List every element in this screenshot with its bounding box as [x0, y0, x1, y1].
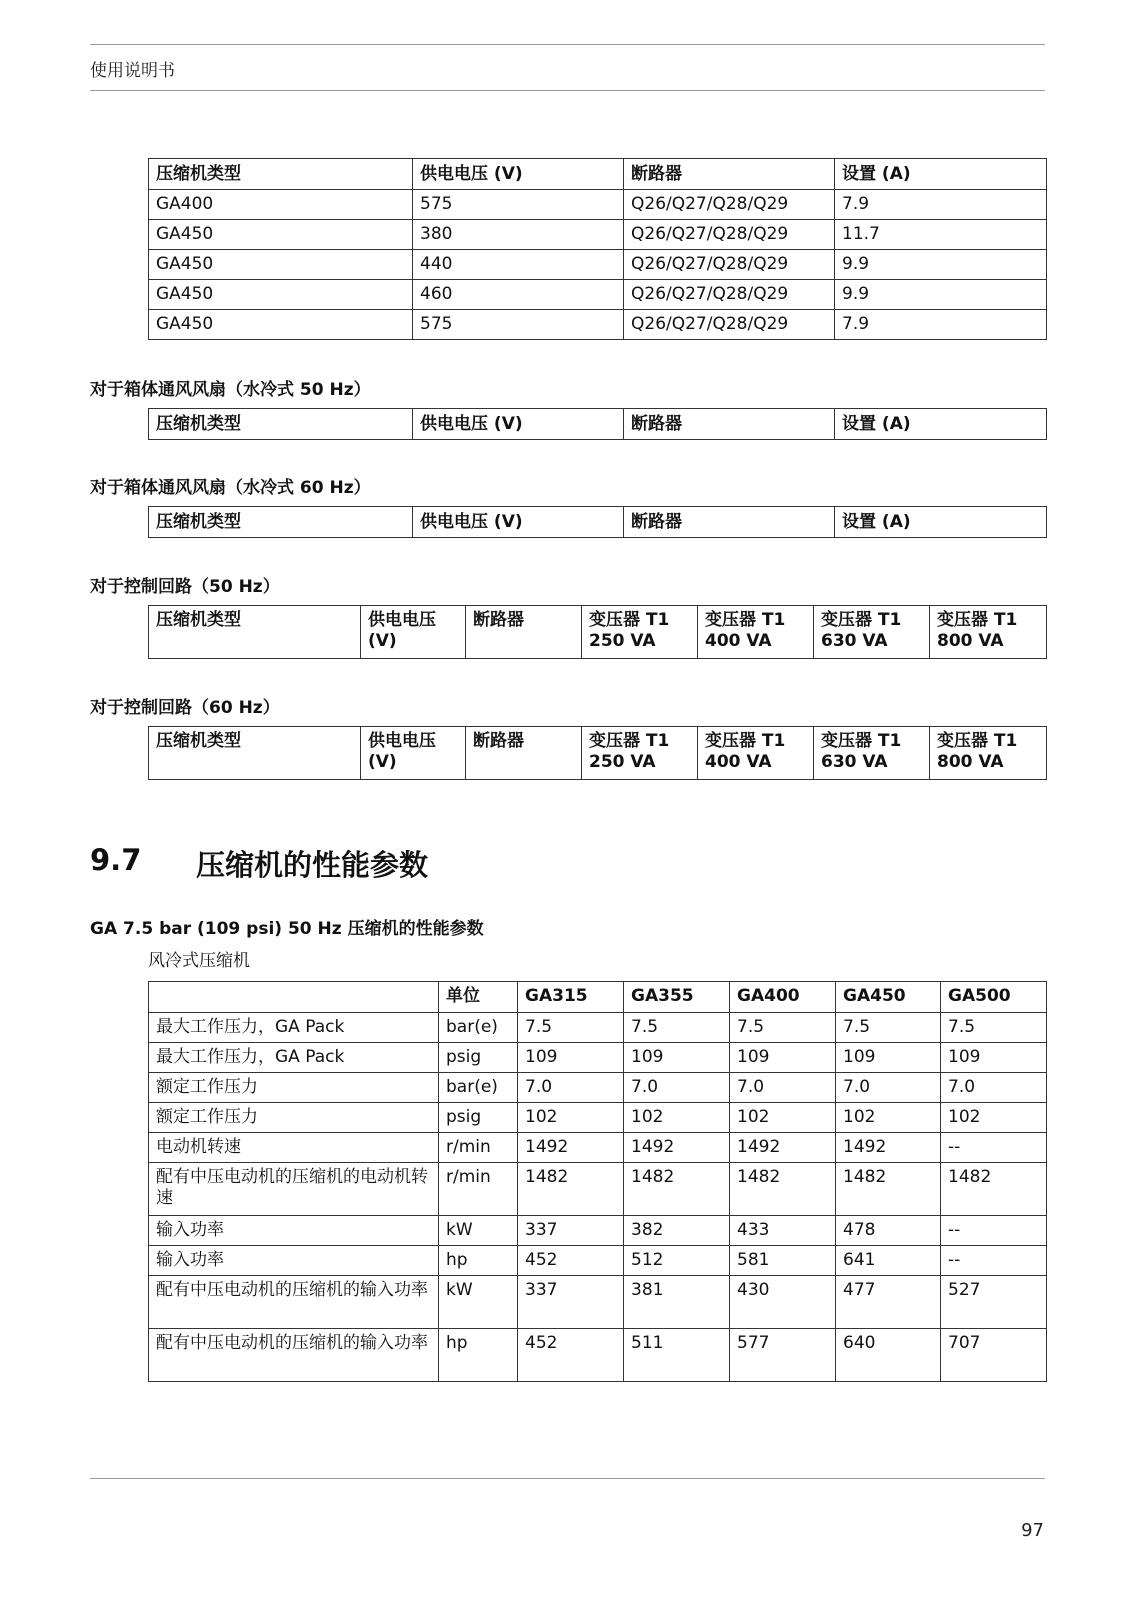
- header-cell: GA315: [518, 982, 624, 1013]
- table-cell: 11.7: [835, 220, 1047, 250]
- table-cell: 641: [836, 1246, 941, 1276]
- cabinet-fan-60hz-heading: 对于箱体通风风扇（水冷式 60 Hz）: [90, 478, 371, 498]
- table-cell: 1492: [518, 1133, 624, 1163]
- header-cell: GA355: [624, 982, 730, 1013]
- header-cell: 断路器: [624, 507, 835, 538]
- table-cell: 452: [518, 1246, 624, 1276]
- table-cell: 460: [413, 280, 624, 310]
- table-row: [149, 1216, 1047, 1246]
- table-cell: 575: [413, 310, 624, 340]
- table-cell: Q26/Q27/Q28/Q29: [624, 280, 835, 310]
- table-cell: 最大工作压力，GA Pack: [149, 1043, 439, 1073]
- header-cell: 断路器: [624, 159, 835, 190]
- table-row: [149, 190, 1047, 220]
- header-cell: 变压器 T1 630 VA: [814, 606, 930, 659]
- table-cell: 337: [518, 1216, 624, 1246]
- table-cell: Q26/Q27/Q28/Q29: [624, 250, 835, 280]
- header-cell: 供电电压 (V): [413, 159, 624, 190]
- table-cell: 额定工作压力: [149, 1073, 439, 1103]
- table-cell: 640: [836, 1329, 941, 1382]
- table-cell: psig: [439, 1103, 518, 1133]
- table-row: [149, 1246, 1047, 1276]
- table-cell: 7.9: [835, 310, 1047, 340]
- table-cell: 9.9: [835, 250, 1047, 280]
- header-cell: GA400: [730, 982, 836, 1013]
- table-cell: 电动机转速: [149, 1133, 439, 1163]
- header-cell: 压缩机类型: [149, 159, 413, 190]
- header-cell: 设置 (A): [835, 159, 1047, 190]
- header-cell: 变压器 T1 250 VA: [582, 727, 698, 780]
- table-cell: 配有中压电动机的压缩机的输入功率: [149, 1329, 439, 1382]
- header-cell: 供电电压 (V): [361, 606, 466, 659]
- header-cell: 供电电压 (V): [413, 409, 624, 440]
- table-cell: 1482: [836, 1163, 941, 1216]
- table-row: [149, 1103, 1047, 1133]
- table-cell: 7.0: [730, 1073, 836, 1103]
- table-cell: r/min: [439, 1133, 518, 1163]
- table-cell: Q26/Q27/Q28/Q29: [624, 190, 835, 220]
- table-cell: 512: [624, 1246, 730, 1276]
- table-cell: GA450: [149, 310, 413, 340]
- control-60hz-table: [148, 726, 1047, 780]
- cabinet-fan-50hz-table: [148, 408, 1047, 440]
- header-cell: 压缩机类型: [149, 606, 361, 659]
- table-cell: GA450: [149, 280, 413, 310]
- table-header-row: [149, 409, 1047, 440]
- table-cell: --: [941, 1133, 1047, 1163]
- table-cell: 433: [730, 1216, 836, 1246]
- header-cell: 设置 (A): [835, 507, 1047, 538]
- table-cell: 452: [518, 1329, 624, 1382]
- table-cell: 109: [941, 1043, 1047, 1073]
- table-cell: 7.5: [730, 1013, 836, 1043]
- table-header-row: [149, 727, 1047, 780]
- control-50hz-heading: 对于控制回路（50 Hz）: [90, 577, 280, 597]
- table-cell: 577: [730, 1329, 836, 1382]
- table-cell: 581: [730, 1246, 836, 1276]
- fan-breaker-table: [148, 158, 1047, 340]
- table-cell: 382: [624, 1216, 730, 1246]
- table-header-row: [149, 159, 1047, 190]
- table-cell: 109: [836, 1043, 941, 1073]
- table-cell: 102: [518, 1103, 624, 1133]
- table-row: [149, 1013, 1047, 1043]
- table-cell: 381: [624, 1276, 730, 1329]
- table-cell: 配有中压电动机的压缩机的输入功率: [149, 1276, 439, 1329]
- table-row: [149, 310, 1047, 340]
- table-cell: 527: [941, 1276, 1047, 1329]
- table-row: [149, 1329, 1047, 1382]
- cabinet-fan-50hz-heading: 对于箱体通风风扇（水冷式 50 Hz）: [90, 380, 371, 400]
- table-cell: --: [941, 1246, 1047, 1276]
- header-cell: 变压器 T1 630 VA: [814, 727, 930, 780]
- table-cell: 7.9: [835, 190, 1047, 220]
- page-number: 97: [1021, 1520, 1044, 1541]
- table-cell: 1492: [836, 1133, 941, 1163]
- table-cell: 额定工作压力: [149, 1103, 439, 1133]
- performance-subtitle: 风冷式压缩机: [148, 951, 250, 971]
- table-row: [149, 1133, 1047, 1163]
- header-cell: 断路器: [466, 606, 582, 659]
- table-row: [149, 1073, 1047, 1103]
- control-50hz-table: [148, 605, 1047, 659]
- table-cell: 511: [624, 1329, 730, 1382]
- table-cell: GA450: [149, 250, 413, 280]
- table-cell: 575: [413, 190, 624, 220]
- table-cell: 707: [941, 1329, 1047, 1382]
- table-cell: 7.5: [836, 1013, 941, 1043]
- table-cell: 109: [518, 1043, 624, 1073]
- table-cell: GA450: [149, 220, 413, 250]
- table-cell: Q26/Q27/Q28/Q29: [624, 220, 835, 250]
- table-cell: 最大工作压力，GA Pack: [149, 1013, 439, 1043]
- table-cell: hp: [439, 1329, 518, 1382]
- table-cell: 配有中压电动机的压缩机的电动机转速: [149, 1163, 439, 1216]
- performance-title: GA 7.5 bar (109 psi) 50 Hz 压缩机的性能参数: [90, 919, 484, 939]
- table-cell: 430: [730, 1276, 836, 1329]
- header-cell: 设置 (A): [835, 409, 1047, 440]
- table-cell: 1492: [730, 1133, 836, 1163]
- table-cell: 7.5: [518, 1013, 624, 1043]
- table-cell: r/min: [439, 1163, 518, 1216]
- document-title: 使用说明书: [90, 61, 175, 81]
- table-cell: 102: [624, 1103, 730, 1133]
- table-cell: 7.0: [941, 1073, 1047, 1103]
- table-row: [149, 220, 1047, 250]
- table-cell: 7.5: [624, 1013, 730, 1043]
- header-cell: GA500: [941, 982, 1047, 1013]
- performance-table: [148, 981, 1047, 1382]
- table-row: [149, 1043, 1047, 1073]
- table-cell: 102: [941, 1103, 1047, 1133]
- table-cell: 440: [413, 250, 624, 280]
- table-cell: 1482: [624, 1163, 730, 1216]
- header-cell: 变压器 T1 250 VA: [582, 606, 698, 659]
- table-cell: 输入功率: [149, 1216, 439, 1246]
- table-cell: --: [941, 1216, 1047, 1246]
- header-cell: 变压器 T1 800 VA: [930, 606, 1047, 659]
- table-cell: 1482: [941, 1163, 1047, 1216]
- header-top-rule: [90, 44, 1045, 45]
- table-cell: 380: [413, 220, 624, 250]
- table-header-row: [149, 982, 1047, 1013]
- header-cell: 变压器 T1 800 VA: [930, 727, 1047, 780]
- footer-rule: [90, 1478, 1045, 1479]
- table-cell: 1492: [624, 1133, 730, 1163]
- table-cell: 109: [730, 1043, 836, 1073]
- header-cell: 变压器 T1 400 VA: [698, 606, 814, 659]
- table-row: [149, 250, 1047, 280]
- table-cell: 7.5: [941, 1013, 1047, 1043]
- table-cell: 477: [836, 1276, 941, 1329]
- table-cell: Q26/Q27/Q28/Q29: [624, 310, 835, 340]
- header-cell: 供电电压 (V): [361, 727, 466, 780]
- section-title: 压缩机的性能参数: [196, 848, 429, 882]
- table-cell: 输入功率: [149, 1246, 439, 1276]
- table-cell: 478: [836, 1216, 941, 1246]
- table-cell: 102: [730, 1103, 836, 1133]
- header-cell: 压缩机类型: [149, 727, 361, 780]
- table-cell: 1482: [730, 1163, 836, 1216]
- table-cell: 337: [518, 1276, 624, 1329]
- header-cell: GA450: [836, 982, 941, 1013]
- table-header-row: [149, 606, 1047, 659]
- table-cell: 7.0: [836, 1073, 941, 1103]
- table-cell: 9.9: [835, 280, 1047, 310]
- header-cell: [149, 982, 439, 1013]
- header-cell: 供电电压 (V): [413, 507, 624, 538]
- table-cell: psig: [439, 1043, 518, 1073]
- table-cell: GA400: [149, 190, 413, 220]
- table-row: [149, 1163, 1047, 1216]
- control-60hz-heading: 对于控制回路（60 Hz）: [90, 698, 280, 718]
- table-cell: bar(e): [439, 1013, 518, 1043]
- table-cell: 7.0: [518, 1073, 624, 1103]
- table-cell: 102: [836, 1103, 941, 1133]
- table-header-row: [149, 507, 1047, 538]
- header-bottom-rule: [90, 90, 1045, 91]
- table-row: [149, 1276, 1047, 1329]
- header-cell: 断路器: [624, 409, 835, 440]
- header-cell: 变压器 T1 400 VA: [698, 727, 814, 780]
- table-cell: 109: [624, 1043, 730, 1073]
- header-cell: 压缩机类型: [149, 409, 413, 440]
- table-cell: 1482: [518, 1163, 624, 1216]
- table-cell: 7.0: [624, 1073, 730, 1103]
- table-row: [149, 280, 1047, 310]
- header-cell: 断路器: [466, 727, 582, 780]
- table-cell: kW: [439, 1276, 518, 1329]
- header-cell: 压缩机类型: [149, 507, 413, 538]
- table-cell: bar(e): [439, 1073, 518, 1103]
- table-cell: kW: [439, 1216, 518, 1246]
- cabinet-fan-60hz-table: [148, 506, 1047, 538]
- section-number: 9.7: [90, 843, 142, 877]
- table-cell: hp: [439, 1246, 518, 1276]
- header-cell: 单位: [439, 982, 518, 1013]
